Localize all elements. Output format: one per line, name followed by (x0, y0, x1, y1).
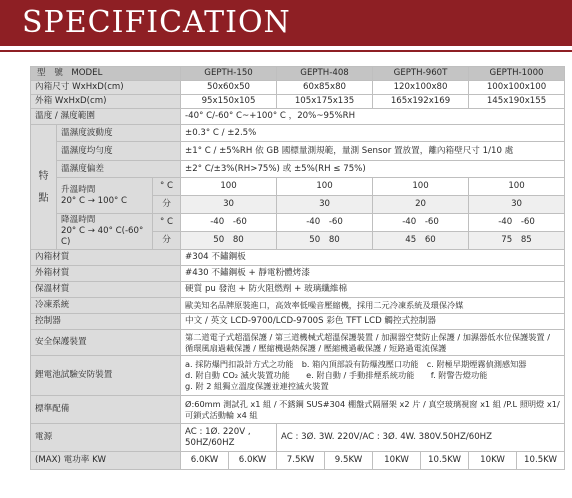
features-side-char: 特 (38, 170, 49, 182)
cell-value: -40 -60 (181, 214, 277, 232)
row-label: 20° C → 40° C(-60° C) (61, 226, 144, 247)
cell-value: -40 -60 (277, 214, 373, 232)
row-label: 外箱材質 (31, 266, 181, 282)
feature-line: g. 附 2 組獨立溫度保護並連控滅火裝置 (185, 381, 329, 391)
cell-value: 100x100x100 (469, 81, 565, 95)
inner-size-row (31, 81, 565, 95)
range-row (31, 109, 565, 125)
cell-value: 60x85x80 (277, 81, 373, 95)
row-label: 鋰電池試驗安防裝置 (31, 356, 181, 396)
cell-value: 10KW (373, 452, 421, 470)
cell-value: 100 (181, 178, 277, 196)
battery-safety-row (31, 356, 565, 396)
cell-value: 50HZ/60HZ (185, 437, 235, 448)
row-label: 冷凍系統 (31, 298, 181, 314)
row-label: 溫濕度偏差 (57, 161, 181, 178)
power-single-phase (181, 424, 277, 452)
row-label: 安全保護裝置 (31, 330, 181, 356)
row-label: 內箱材質 (31, 250, 181, 266)
row-label: 溫度 / 濕度範圍 (31, 109, 181, 125)
cell-value: #430 不鏽鋼板 + 靜電粉體烤漆 (181, 266, 565, 282)
row-label: 電源 (31, 424, 181, 452)
cell-value: 50 80 (277, 232, 373, 250)
insulation-row (31, 282, 565, 298)
model-header: GEPTH-408 (277, 67, 373, 81)
cell-value: 6.0KW (181, 452, 229, 470)
fluctuation-row (31, 125, 565, 142)
feature-line: a. 採防爆門扣設計方式之功能 b. 箱內頂部設有防爆洩壓口功能 c. 附極早期煙霧偵測感知器 (185, 359, 527, 369)
deviation-row (31, 161, 565, 178)
cell-value: 75 85 (469, 232, 565, 250)
cell-value: 中文 / 英文 LCD-9700/LCD-9700S 彩色 TFT LCD 觸控式控制器 (181, 314, 565, 330)
cell-value: 100 (373, 178, 469, 196)
cell-value: ±2° C/±3%(RH>75%) 或 ±5%(RH ≤ 75%) (181, 161, 565, 178)
cell-value: 50x60x50 (181, 81, 277, 95)
cooling-c-row (31, 214, 565, 232)
feature-line: d. 附自動 CO₂ 滅火裝置功能 e. 附自動 / 手動排煙系統功能 f. 附警告燈功能 (185, 370, 488, 380)
row-label: 外箱 WxHxD(cm) (31, 95, 181, 109)
cell-value: AC : 3Ø. 3W. 220V/AC : 3Ø. 4W. 380V.50HZ/60HZ (277, 424, 565, 452)
battery-safety-features (181, 356, 565, 396)
cell-value: 6.0KW (229, 452, 277, 470)
cell-value: 9.5KW (325, 452, 373, 470)
accessories-row (31, 396, 565, 424)
controller-row (31, 314, 565, 330)
row-label: 溫濕度波動度 (57, 125, 181, 142)
heating-c-row (31, 178, 565, 196)
unit-label: ° C (153, 178, 181, 196)
outer-size-row (31, 95, 565, 109)
features-side-label (31, 125, 57, 250)
row-label: 升溫時間 (61, 184, 96, 195)
cell-value: 100 (277, 178, 373, 196)
cell-value: 歐美知名品牌原裝進口，高效率低噪音壓縮機，採用二元冷凍系統及環保冷媒 (181, 298, 565, 314)
cell-value: 100 (469, 178, 565, 196)
cell-value: 120x100x80 (373, 81, 469, 95)
power-row (31, 424, 565, 452)
cell-value: ±1° C / ±5%RH 依 GB 國標量測規範，量測 Sensor 置放置，離內箱壁尺寸 1/10 處 (181, 142, 565, 161)
cell-value: 50 80 (181, 232, 277, 250)
cell-value: 硬質 pu 發泡 + 防火阻燃劑 + 玻璃纖維棉 (181, 282, 565, 298)
cell-value: -40 -60 (469, 214, 565, 232)
max-power-row (31, 452, 565, 470)
row-label: 保溫材質 (31, 282, 181, 298)
cell-value: -40° C/-60° C~+100° C ，20%~95%RH (181, 109, 565, 125)
cell-value: 10KW (469, 452, 517, 470)
specification-table (30, 66, 565, 470)
inner-material-row (31, 250, 565, 266)
cell-value: 30 (469, 196, 565, 214)
row-label: 溫濕度均勻度 (57, 142, 181, 161)
cell-value: AC : 1Ø. 220V , (185, 426, 251, 437)
refrigeration-row (31, 298, 565, 314)
cell-value: #304 不鏽鋼板 (181, 250, 565, 266)
cell-value: 30 (277, 196, 373, 214)
features-side-char: 點 (38, 192, 49, 204)
cell-value: ±0.3° C / ±2.5% (181, 125, 565, 142)
row-label: 標準配備 (31, 396, 181, 424)
model-label: 型 號 MODEL (31, 67, 181, 81)
cell-value: 45 60 (373, 232, 469, 250)
unit-label: ° C (153, 214, 181, 232)
row-label: 內箱尺寸 WxHxD(cm) (31, 81, 181, 95)
page-title: SPECIFICATION (22, 5, 291, 40)
cell-value: -40 -60 (373, 214, 469, 232)
title-underline (0, 50, 572, 52)
cell-value: 95x150x105 (181, 95, 277, 109)
cooling-label (57, 214, 153, 250)
row-label: 20° C → 100° C (61, 195, 128, 206)
header-row (31, 67, 565, 81)
safety-row (31, 330, 565, 356)
cell-value: 20 (373, 196, 469, 214)
outer-material-row (31, 266, 565, 282)
row-label: 控制器 (31, 314, 181, 330)
title-banner (0, 0, 572, 46)
cell-value: 165x192x169 (373, 95, 469, 109)
unit-label: 分 (153, 196, 181, 214)
model-header: GEPTH-1000 (469, 67, 565, 81)
model-header: GEPTH-150 (181, 67, 277, 81)
cell-value: 145x190x155 (469, 95, 565, 109)
cell-value: 105x175x135 (277, 95, 373, 109)
cell-value: Ø:60mm 測試孔 x1 組 / 不銹鋼 SUS#304 棚盤式隔層架 x2 片 / 真空玻璃視窗 x1 組 /P.L 照明燈 x1/ 可鎖式活動輪 x4 組 (181, 396, 565, 424)
cell-value: 10.5KW (517, 452, 565, 470)
row-label: (MAX) 電功率 KW (31, 452, 181, 470)
heating-label (57, 178, 153, 214)
model-header: GEPTH-960T (373, 67, 469, 81)
uniformity-row (31, 142, 565, 161)
unit-label: 分 (153, 232, 181, 250)
cell-value: 30 (181, 196, 277, 214)
row-label: 降溫時間 (61, 215, 96, 225)
cell-value: 第二道電子式超溫保護 / 第三道機械式超溫保護裝置 / 加濕器空焚防止保護 / 加濕器低水位保護裝置 / 循環風扇過載保護 / 壓縮機過熱保護 / 壓縮機過載保護 / 短路過電流保護 (181, 330, 565, 356)
cell-value: 7.5KW (277, 452, 325, 470)
cell-value: 10.5KW (421, 452, 469, 470)
